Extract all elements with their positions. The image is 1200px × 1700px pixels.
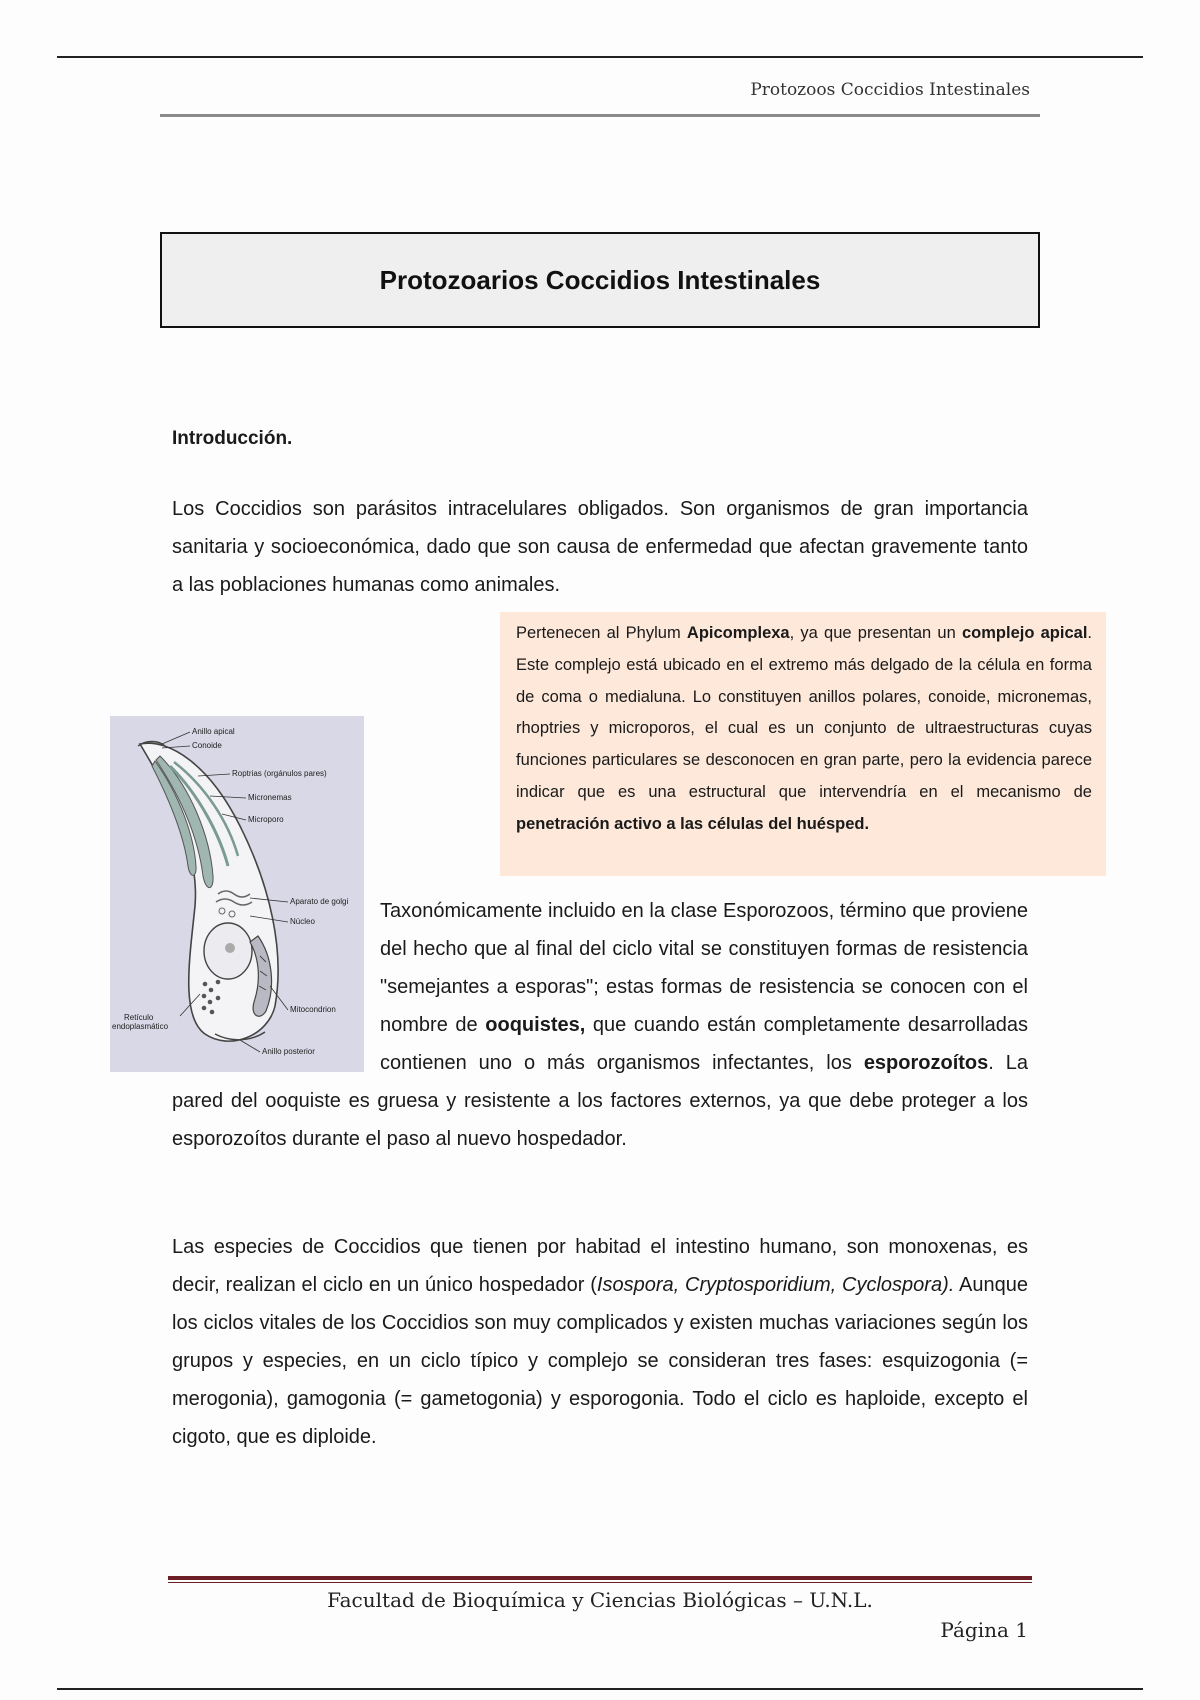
taxonomy-paragraph: Taxonómicamente incluido en la clase Esporozoos, término que proviene del hecho que al final del ciclo vital se constituyen formas de resistencia "semejantes a esporas"; estas formas de resistencia se conocen con el nombre de ooquistes, que cuando están completamente desarrolladas contienen uno o más organismos infectantes, los esporozoítos. La pared del ooquiste es gruesa y resistente a los factores externos, ya que debe proteger a los esporozoítos durante el paso al nuevo hospedador. bbox=[172, 892, 1028, 1158]
page-bottom-rule bbox=[57, 1688, 1143, 1690]
species-names: Isospora, Cryptosporidium, Cyclospora). bbox=[596, 1274, 955, 1296]
label-roptrias: Roptrias (orgánulos pares) bbox=[232, 769, 327, 778]
title-box bbox=[160, 232, 1040, 328]
footer-institution: Facultad de Bioquímica y Ciencias Biológicas – U.N.L. bbox=[327, 1588, 873, 1612]
label-anillo-posterior: Anillo posterior bbox=[262, 1047, 315, 1056]
term-esporozoitos: esporozoítos bbox=[863, 1052, 989, 1074]
term-complejo-apical: complejo apical bbox=[961, 624, 1088, 642]
label-conoide: Conoide bbox=[192, 741, 222, 750]
term-penetracion: penetración activo a las células del huésped. bbox=[516, 814, 870, 833]
callout-text: Pertenecen al Phylum Apicomplexa, ya que presentan un complejo apical. Este complejo está ubicado en el extremo más delgado de la célula en forma de coma o medialuna. Lo constituyen anillos polares, conoide, micronemas, rhoptries y microporos, el cual es un conjunto de ultraestructuras cuyas funciones particulares se desconocen en gran parte, pero la evidencia parece indicar que es una estructural que intervendría en el mecanismo de penetración activo a las células del huésped. bbox=[516, 624, 1093, 833]
footer-rule-thin bbox=[168, 1582, 1032, 1583]
label-microporo: Microporo bbox=[248, 815, 284, 824]
term-apicomplexa: Apicomplexa bbox=[686, 624, 790, 642]
page-top-rule bbox=[57, 56, 1143, 58]
header-rule bbox=[160, 114, 1040, 117]
label-reticulo: Retículo bbox=[124, 1013, 154, 1022]
label-endoplasmatico: endoplasmático bbox=[112, 1022, 169, 1031]
apicomplexa-callout bbox=[500, 612, 1106, 876]
label-mitocondrion: Mitocondrion bbox=[290, 1005, 336, 1014]
label-anillo-apical: Anillo apical bbox=[192, 727, 235, 736]
footer-rule-thick bbox=[168, 1576, 1032, 1580]
species-paragraph: Las especies de Coccidios que tienen por habitad el intestino humano, son monoxenas, es decir, realizan el ciclo en un único hospedador (Isospora, Cryptosporidium, Cyclospora). Aunque los ciclos vitales de los Coccidios son muy complicados y existen muchas variaciones según los grupos y especies, en un ciclo típico y complejo se consideran tres fases: esquizogonia (= merogonia), gamogonia (= gametogonia) y esporogonia. Todo el ciclo es haploide, excepto el cigoto, que es diploide. bbox=[172, 1236, 1029, 1448]
label-golgi: Aparato de golgi bbox=[290, 897, 349, 906]
label-nucleo: Núcleo bbox=[290, 917, 315, 926]
page-title: Protozoarios Coccidios Intestinales bbox=[379, 264, 821, 295]
intro-paragraph: Los Coccidios son parásitos intracelulares obligados. Son organismos de gran importancia sanitaria y socioeconómica, dado que son causa de enfermedad que afectan gravemente tanto a las poblaciones humanas como animales. bbox=[172, 498, 1028, 596]
page-number: Página 1 bbox=[940, 1618, 1028, 1642]
section-heading-introduccion: Introducción. bbox=[172, 428, 293, 449]
label-micronemas: Micronemas bbox=[248, 793, 292, 802]
figure-wrap-spacer bbox=[172, 892, 380, 1082]
term-ooquistes: ooquistes, bbox=[485, 1014, 586, 1036]
running-header: Protozoos Coccidios Intestinales bbox=[750, 80, 1030, 100]
